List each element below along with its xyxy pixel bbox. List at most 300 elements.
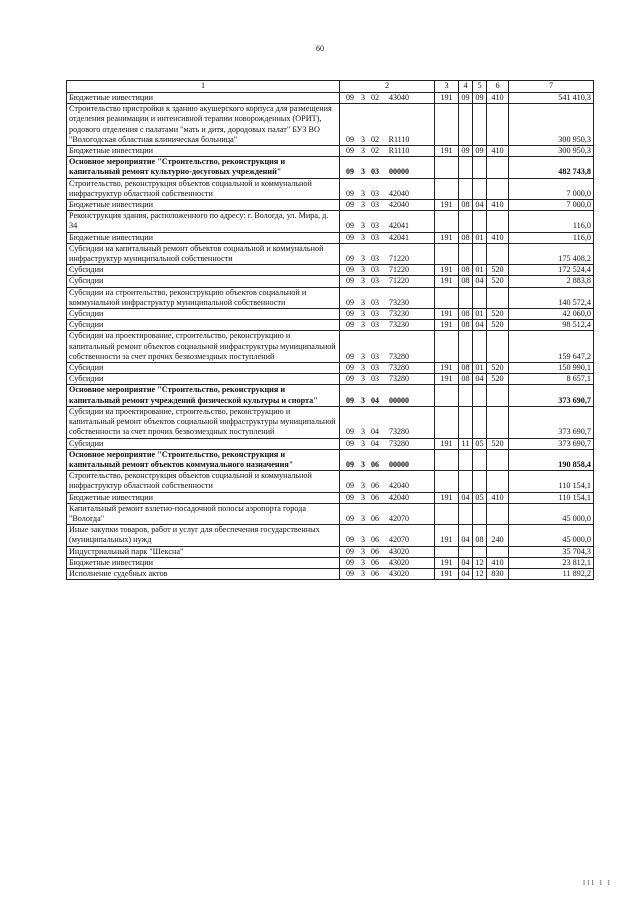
table-row [67, 385, 594, 406]
table-row [67, 232, 594, 243]
code-segment: 09 [346, 232, 354, 242]
code-segment: 43020 [389, 546, 409, 556]
row-col4: 11 [459, 438, 473, 449]
row-col3 [435, 211, 459, 232]
row-col3 [435, 471, 459, 492]
row-name: Субсидии [67, 438, 340, 449]
code-segment: 09 [346, 363, 354, 373]
row-col4 [459, 449, 473, 470]
code-segment: 3 [361, 438, 365, 448]
code-segment: 06 [371, 513, 379, 523]
table-row [67, 568, 594, 579]
header-cell: 6 [487, 81, 509, 93]
row-col6 [487, 406, 509, 438]
row-col4 [459, 503, 473, 524]
code-segment: 09 [346, 546, 354, 556]
table-header-row [67, 81, 594, 93]
row-col6: 520 [487, 363, 509, 374]
row-col6: 520 [487, 320, 509, 331]
row-col5: 04 [473, 276, 487, 287]
code-segment: 71220 [389, 254, 409, 264]
code-segment: 09 [346, 513, 354, 523]
table-row [67, 157, 594, 178]
row-col4: 08 [459, 276, 473, 287]
row-code [340, 309, 435, 320]
row-col5 [473, 471, 487, 492]
code-segment: R1110 [388, 146, 410, 156]
row-name: Бюджетные инвестиции [67, 557, 340, 568]
row-col3 [435, 449, 459, 470]
code-segment: 09 [346, 276, 354, 286]
row-col4 [459, 211, 473, 232]
code-segment: 3 [361, 265, 365, 275]
code-segment: 02 [371, 93, 379, 102]
table-row [67, 309, 594, 320]
code-segment: 71220 [389, 276, 409, 286]
row-code [340, 374, 435, 385]
code-segment: 03 [371, 232, 379, 242]
table-row [67, 243, 594, 264]
code-segment: 42070 [389, 535, 409, 545]
row-col3 [435, 243, 459, 264]
header-cell: 2 [340, 81, 435, 93]
code-segment: 09 [346, 309, 354, 319]
row-col5 [473, 243, 487, 264]
row-code [340, 406, 435, 438]
code-segment: 03 [371, 351, 379, 361]
row-amount: 541 410,3 [509, 93, 594, 104]
row-col5 [473, 406, 487, 438]
row-amount: 11 892,2 [509, 568, 594, 579]
row-col4: 08 [459, 320, 473, 331]
code-segment: 3 [361, 221, 365, 231]
code-segment: 3 [361, 351, 365, 361]
row-col4 [459, 406, 473, 438]
code-segment: 3 [361, 232, 365, 242]
code-segment: 09 [346, 167, 354, 177]
row-col3: 191 [435, 265, 459, 276]
code-segment: 09 [346, 134, 354, 144]
code-segment: 73280 [389, 351, 409, 361]
row-col3: 191 [435, 363, 459, 374]
header-cell: 7 [509, 81, 594, 93]
row-name: Субсидии [67, 265, 340, 276]
row-code [340, 157, 435, 178]
table-row [67, 211, 594, 232]
row-col5 [473, 546, 487, 557]
row-col5: 09 [473, 93, 487, 104]
row-amount: 8 657,1 [509, 374, 594, 385]
code-segment: 09 [346, 395, 354, 405]
row-col3: 191 [435, 525, 459, 546]
row-name: Субсидии [67, 309, 340, 320]
code-segment: 43020 [389, 568, 409, 578]
row-amount: 172 524,4 [509, 265, 594, 276]
row-col5: 01 [473, 232, 487, 243]
row-col5 [473, 211, 487, 232]
code-segment: 3 [361, 167, 365, 177]
code-segment: 3 [361, 200, 365, 210]
code-segment: 73230 [389, 309, 409, 319]
row-code [340, 438, 435, 449]
code-segment: 03 [371, 297, 379, 307]
row-col6: 520 [487, 374, 509, 385]
row-col4: 04 [459, 492, 473, 503]
code-segment: 42040 [389, 481, 409, 491]
row-name: Исполнение судебных актов [67, 568, 340, 579]
code-segment: 09 [346, 351, 354, 361]
row-name: Бюджетные инвестиции [67, 146, 340, 157]
row-col6: 520 [487, 276, 509, 287]
code-segment: 71220 [389, 265, 409, 275]
row-col3 [435, 104, 459, 146]
row-amount: 140 572,4 [509, 287, 594, 308]
code-segment: 42070 [389, 513, 409, 523]
table-row [67, 503, 594, 524]
row-col4 [459, 331, 473, 363]
code-segment: 09 [346, 568, 354, 578]
table-row [67, 276, 594, 287]
code-segment: 06 [371, 492, 379, 502]
row-col4 [459, 243, 473, 264]
code-segment: 03 [371, 200, 379, 210]
row-amount: 373 690,7 [509, 438, 594, 449]
code-segment: 04 [371, 395, 379, 405]
row-name: Бюджетные инвестиции [67, 200, 340, 211]
code-segment: 3 [361, 276, 365, 286]
code-segment: 73280 [389, 427, 409, 437]
row-col6: 410 [487, 200, 509, 211]
row-amount: 373 690,7 [509, 385, 594, 406]
row-amount: 159 647,2 [509, 331, 594, 363]
row-amount: 116,0 [509, 232, 594, 243]
row-name: Строительство, реконструкция объектов социальной и коммунальной инфраструктур областной собственности [67, 471, 340, 492]
row-col6: 520 [487, 438, 509, 449]
row-code [340, 503, 435, 524]
row-code [340, 331, 435, 363]
row-col6 [487, 104, 509, 146]
row-amount: 42 060,0 [509, 309, 594, 320]
row-col6 [487, 546, 509, 557]
row-amount: 190 858,4 [509, 449, 594, 470]
row-name: Бюджетные инвестиции [67, 93, 340, 104]
code-segment: 42041 [389, 232, 409, 242]
code-segment: 03 [371, 188, 379, 198]
row-code [340, 243, 435, 264]
code-segment: 06 [371, 481, 379, 491]
code-segment: 02 [371, 134, 379, 144]
code-segment: 09 [346, 297, 354, 307]
code-segment: 3 [361, 546, 365, 556]
row-col4 [459, 178, 473, 199]
code-segment: 03 [371, 254, 379, 264]
row-col3: 191 [435, 93, 459, 104]
row-col4: 04 [459, 557, 473, 568]
row-amount: 300 950,3 [509, 104, 594, 146]
code-segment: 06 [371, 557, 379, 567]
row-col4 [459, 287, 473, 308]
code-segment: 3 [361, 134, 365, 144]
code-segment: 04 [371, 427, 379, 437]
row-code [340, 385, 435, 406]
row-amount: 110 154,1 [509, 471, 594, 492]
row-code [340, 546, 435, 557]
code-segment: 09 [346, 427, 354, 437]
row-col4 [459, 546, 473, 557]
row-col3 [435, 546, 459, 557]
row-code [340, 104, 435, 146]
code-segment: 03 [371, 265, 379, 275]
row-col5 [473, 449, 487, 470]
row-name: Иные закупки товаров, работ и услуг для обеспечения государственных (муниципальных) нужд [67, 525, 340, 546]
code-segment: 09 [346, 320, 354, 330]
row-amount: 7 000,0 [509, 178, 594, 199]
code-segment: 3 [361, 254, 365, 264]
row-col3: 191 [435, 568, 459, 579]
table-row [67, 104, 594, 146]
row-col6 [487, 178, 509, 199]
row-name: Бюджетные инвестиции [67, 232, 340, 243]
row-col5: 08 [473, 525, 487, 546]
code-segment: 00000 [389, 167, 409, 177]
row-col6: 240 [487, 525, 509, 546]
code-segment: 43040 [389, 93, 409, 102]
row-col5: 05 [473, 438, 487, 449]
row-col6: 520 [487, 265, 509, 276]
row-name: Основное мероприятие "Строительство, реконструкция и капитальный ремонт объектов коммунального назначения" [67, 449, 340, 470]
row-name: Строительство, реконструкция объектов социальной и коммунальной инфраструктур областной собственности [67, 178, 340, 199]
row-name: Индустриальный парк "Шексна" [67, 546, 340, 557]
row-code [340, 320, 435, 331]
code-segment: 04 [371, 438, 379, 448]
row-col5 [473, 331, 487, 363]
table-row [67, 363, 594, 374]
table-row [67, 146, 594, 157]
code-segment: 73230 [389, 297, 409, 307]
code-segment: 00000 [389, 395, 409, 405]
row-col5: 01 [473, 309, 487, 320]
table-row [67, 200, 594, 211]
row-amount: 35 704,3 [509, 546, 594, 557]
scan-mark: III I I [582, 879, 612, 887]
code-segment: 73280 [389, 374, 409, 384]
row-col3 [435, 385, 459, 406]
code-segment: 09 [346, 221, 354, 231]
code-segment: 09 [346, 481, 354, 491]
code-segment: 09 [346, 459, 354, 469]
code-segment: 73280 [389, 438, 409, 448]
code-segment: 09 [346, 200, 354, 210]
row-amount: 45 000,0 [509, 503, 594, 524]
row-code [340, 178, 435, 199]
row-amount: 482 743,8 [509, 157, 594, 178]
row-code [340, 276, 435, 287]
code-segment: 3 [361, 146, 365, 156]
row-code [340, 93, 435, 104]
row-col4: 08 [459, 265, 473, 276]
row-col4: 08 [459, 363, 473, 374]
row-code [340, 265, 435, 276]
row-code [340, 492, 435, 503]
code-segment: 3 [361, 188, 365, 198]
code-segment: 42040 [389, 492, 409, 502]
code-segment: 73230 [389, 320, 409, 330]
code-segment: 73280 [389, 363, 409, 373]
row-col5: 04 [473, 200, 487, 211]
row-col6: 410 [487, 232, 509, 243]
code-segment: 00000 [389, 459, 409, 469]
row-col4 [459, 471, 473, 492]
row-name: Субсидии на проектирование, строительство, реконструкцию и капитальный ремонт объектов социальной инфраструктуры муниципальной собственности за счет прочих безвозмездных поступлений [67, 331, 340, 363]
row-col3 [435, 331, 459, 363]
row-col6 [487, 471, 509, 492]
code-segment: 3 [361, 395, 365, 405]
row-col3 [435, 157, 459, 178]
row-col3: 191 [435, 309, 459, 320]
row-amount: 2 883,8 [509, 276, 594, 287]
row-col5: 12 [473, 568, 487, 579]
row-col6 [487, 503, 509, 524]
code-segment: 3 [361, 309, 365, 319]
row-code [340, 211, 435, 232]
table-row [67, 492, 594, 503]
code-segment: 3 [361, 363, 365, 373]
code-segment: 09 [346, 557, 354, 567]
row-col3 [435, 503, 459, 524]
code-segment: 02 [371, 146, 379, 156]
code-segment: 3 [361, 297, 365, 307]
row-col5: 05 [473, 492, 487, 503]
row-name: Строительство пристройки к зданию акушерского корпуса для размещения отделения реанимации и интенсивной терапии новорожденных (ОРИТ), родового отделения с палатами "мать и дитя, дородовых палат" БУЗ ВО "Вологодская областная клиническая больница" [67, 104, 340, 146]
row-code [340, 287, 435, 308]
code-segment: R1110 [388, 134, 410, 144]
row-code [340, 525, 435, 546]
row-amount: 45 000,0 [509, 525, 594, 546]
code-segment: 03 [371, 309, 379, 319]
code-segment: 42041 [389, 221, 409, 231]
header-cell: 4 [459, 81, 473, 93]
table-row [67, 525, 594, 546]
code-segment: 06 [371, 535, 379, 545]
code-segment: 09 [346, 93, 354, 102]
code-segment: 03 [371, 276, 379, 286]
row-col4 [459, 104, 473, 146]
table-row [67, 331, 594, 363]
table-row [67, 320, 594, 331]
table-row [67, 471, 594, 492]
row-name: Реконструкция здания, расположенного по адресу: г. Вологда, ул. Мира, д. 34 [67, 211, 340, 232]
code-segment: 3 [361, 320, 365, 330]
row-col6 [487, 331, 509, 363]
row-code [340, 363, 435, 374]
row-col3: 191 [435, 276, 459, 287]
row-col4: 08 [459, 309, 473, 320]
table-row [67, 287, 594, 308]
row-col4: 09 [459, 93, 473, 104]
row-col5: 12 [473, 557, 487, 568]
row-amount: 373 690,7 [509, 406, 594, 438]
code-segment: 09 [346, 146, 354, 156]
row-col3: 191 [435, 557, 459, 568]
row-col5 [473, 385, 487, 406]
row-col3: 191 [435, 438, 459, 449]
code-segment: 09 [346, 492, 354, 502]
code-segment: 3 [361, 535, 365, 545]
row-col5: 01 [473, 363, 487, 374]
row-code [340, 568, 435, 579]
row-name: Бюджетные инвестиции [67, 492, 340, 503]
row-col3: 191 [435, 146, 459, 157]
row-col5 [473, 503, 487, 524]
code-segment: 09 [346, 535, 354, 545]
row-name: Субсидии [67, 363, 340, 374]
row-amount: 98 512,4 [509, 320, 594, 331]
code-segment: 43020 [389, 557, 409, 567]
row-col6: 410 [487, 492, 509, 503]
row-col3: 191 [435, 232, 459, 243]
page-number: 60 [316, 44, 324, 53]
code-segment: 3 [361, 513, 365, 523]
row-col6 [487, 385, 509, 406]
row-col6 [487, 157, 509, 178]
table-row [67, 178, 594, 199]
row-name: Основное мероприятие "Строительство, реконструкция и капитальный ремонт учреждений физической культуры и спорта" [67, 385, 340, 406]
code-segment: 3 [361, 459, 365, 469]
row-amount: 175 408,2 [509, 243, 594, 264]
row-col4: 09 [459, 146, 473, 157]
row-col6: 830 [487, 568, 509, 579]
row-col5: 04 [473, 374, 487, 385]
code-segment: 3 [361, 374, 365, 384]
row-col6 [487, 243, 509, 264]
row-col3 [435, 178, 459, 199]
code-segment: 09 [346, 374, 354, 384]
code-segment: 03 [371, 167, 379, 177]
row-amount: 7 000,0 [509, 200, 594, 211]
table-row [67, 406, 594, 438]
code-segment: 3 [361, 557, 365, 567]
row-col6: 410 [487, 557, 509, 568]
row-col5: 09 [473, 146, 487, 157]
table-row [67, 557, 594, 568]
header-cell: 3 [435, 81, 459, 93]
code-segment: 3 [361, 568, 365, 578]
code-segment: 3 [361, 93, 365, 102]
row-col5 [473, 157, 487, 178]
code-segment: 3 [361, 427, 365, 437]
budget-table [66, 80, 594, 580]
row-col4: 04 [459, 568, 473, 579]
code-segment: 03 [371, 363, 379, 373]
row-col3 [435, 406, 459, 438]
code-segment: 06 [371, 568, 379, 578]
code-segment: 03 [371, 320, 379, 330]
code-segment: 06 [371, 459, 379, 469]
row-code [340, 471, 435, 492]
row-col4 [459, 385, 473, 406]
row-col6: 410 [487, 146, 509, 157]
code-segment: 42040 [389, 188, 409, 198]
row-amount: 300 950,3 [509, 146, 594, 157]
row-name: Основное мероприятие "Строительство, реконструкция и капитальный ремонт культурно-досуговых учреждений" [67, 157, 340, 178]
table-row [67, 374, 594, 385]
table-row [67, 546, 594, 557]
row-amount: 116,0 [509, 211, 594, 232]
row-code [340, 449, 435, 470]
row-col6 [487, 449, 509, 470]
row-code [340, 200, 435, 211]
row-col4: 04 [459, 525, 473, 546]
